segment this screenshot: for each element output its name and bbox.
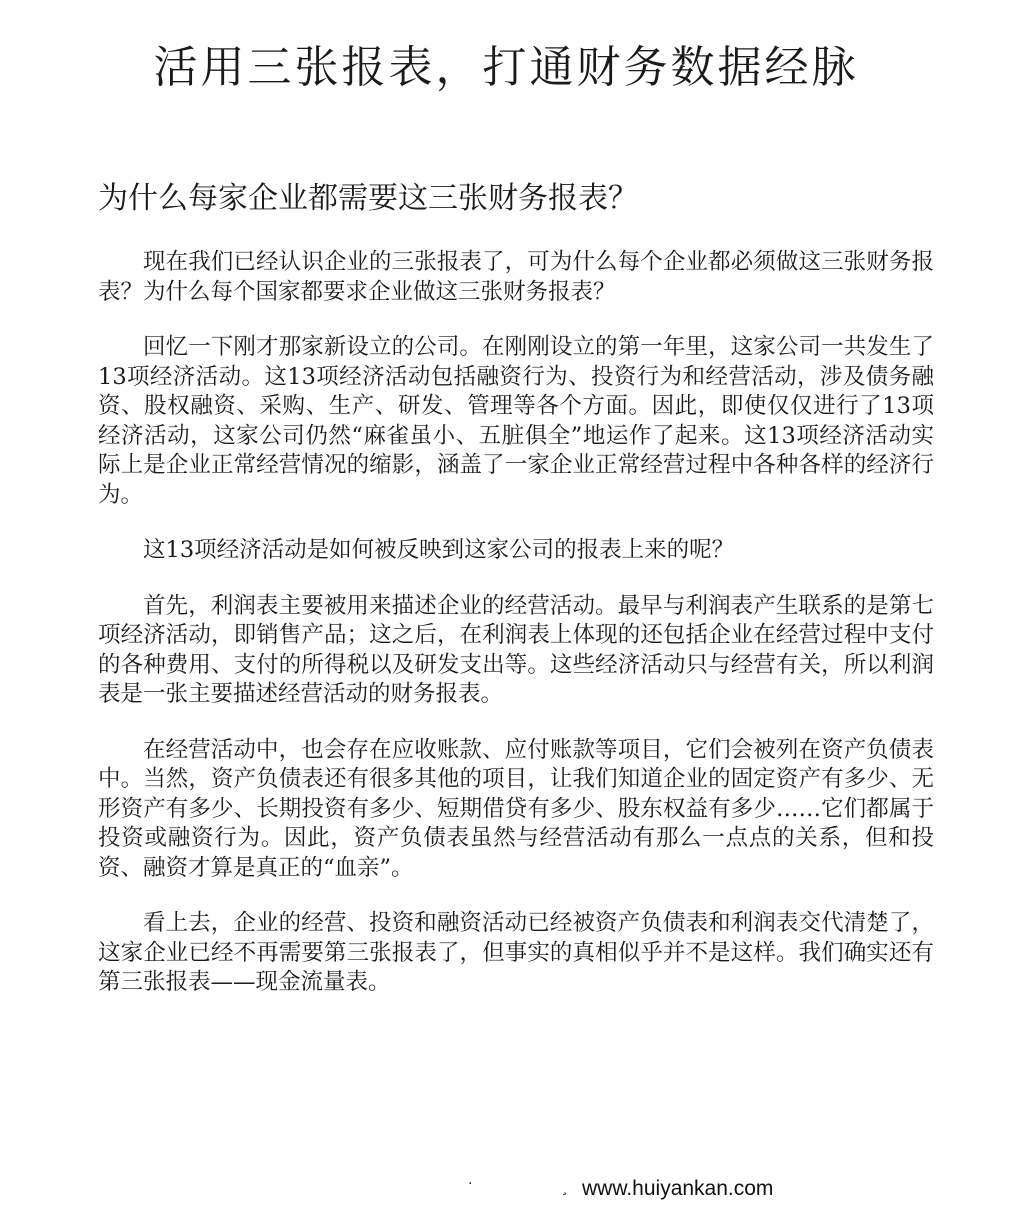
footer-mark: ¸ <box>561 1180 568 1196</box>
page-title: 活用三张报表，打通财务数据经脉 <box>153 42 859 93</box>
footer-url: www.huiyankan.com <box>582 1177 774 1200</box>
footer-dot: · <box>468 1176 473 1192</box>
body-text <box>98 248 934 1024</box>
paragraph: 在经营活动中，也会存在应收账款、应付账款等项目，它们会被列在资产负债表中。当然，资产负债表还有很多其他的项目，让我们知道企业的固定资产有多少、无形资产有多少、长期投资有多少、短期借贷有多少、股东权益有多少……它们都属于投资或融资行为。因此，资产负债表虽然与经营活动有那么一点点的关系，但和投资、融资才算是真正的“血亲”。 <box>98 736 934 881</box>
paragraph: 现在我们已经认识企业的三张报表了，可为什么每个企业都必须做这三张财务报表？为什么每个国家都要求企业做这三张财务报表？ <box>98 249 934 305</box>
paragraph: 首先，利润表主要被用来描述企业的经营活动。最早与利润表产生联系的是第七项经济活动，即销售产品；这之后，在利润表上体现的还包括企业在经营过程中支付的各种费用、支付的所得税以及研发支出等。这些经济活动只与经营有关，所以利润表是一张主要描述经营活动的财务报表。 <box>98 592 934 707</box>
paragraph: 这13项经济活动是如何被反映到这家公司的报表上来的呢？ <box>143 537 735 563</box>
section-heading: 为什么每家企业都需要这三张财务报表？ <box>98 181 638 216</box>
paragraph: 回忆一下刚才那家新设立的公司。在刚刚设立的第一年里，这家公司一共发生了13项经济活动。这13项经济活动包括融资行为、投资行为和经营活动，涉及债务融资、股权融资、采购、生产、研发、管理等各个方面。因此，即使仅仅进行了13项经济活动，这家公司仍然“麻雀虽小、五脏俱全”地运作了起来。这13项经济活动实际上是企业正常经营情况的缩影，涵盖了一家企业正常经营过程中各种各样的经济行为。 <box>98 334 934 508</box>
paragraph: 看上去，企业的经营、投资和融资活动已经被资产负债表和利润表交代清楚了，这家企业已经不再需要第三张报表了，但事实的真相似乎并不是这样。我们确实还有第三张报表——现金流量表。 <box>98 910 934 995</box>
page-footer <box>0 1174 1012 1206</box>
